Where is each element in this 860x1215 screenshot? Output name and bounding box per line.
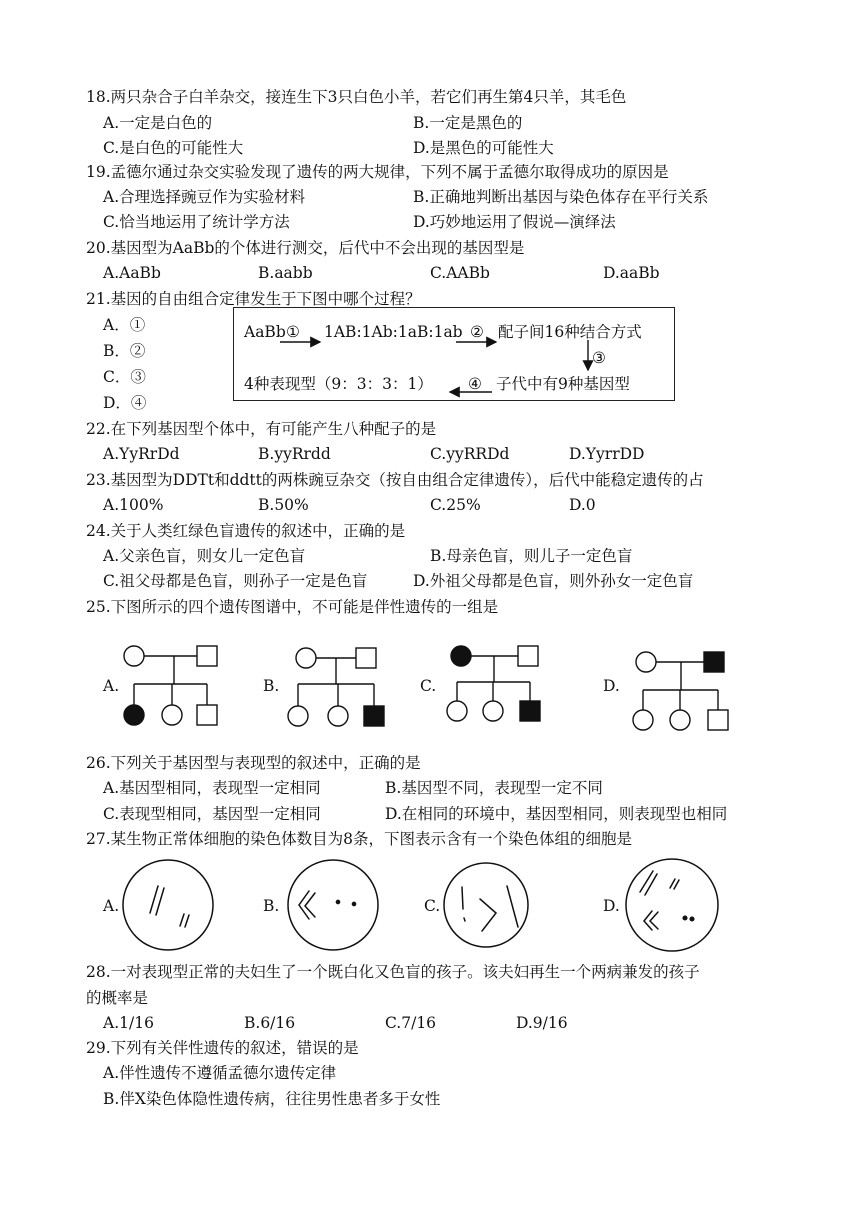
pedigree-d — [633, 652, 728, 730]
pedigree-a — [124, 646, 217, 725]
q26-option-c: C.表现型相同，基因型一定相同 — [103, 805, 321, 823]
q21-option-a: A．① — [103, 316, 146, 334]
q25-option-b: B. — [263, 677, 280, 695]
q27-option-b: B. — [263, 897, 280, 915]
q24-option-d: D.外祖父母都是色盲，则外孙女一定色盲 — [413, 572, 694, 590]
cell-c — [444, 863, 528, 947]
q19-option-c: C.恰当地运用了统计学方法 — [103, 213, 290, 231]
q20-option-d: D.aaBb — [603, 264, 660, 282]
question-27-stem: 27.某生物正常体细胞的染色体数目为8条，下图表示含有一个染色体组的细胞是 — [86, 830, 633, 848]
q28-option-b: B.6/16 — [244, 1014, 296, 1032]
q25-option-c: C. — [420, 677, 437, 695]
question-26-stem: 26.下列关于基因型与表现型的叙述中，正确的是 — [86, 754, 421, 772]
question-25-stem: 25.下图所示的四个遗传图谱中，不可能是伴性遗传的一组是 — [86, 598, 499, 616]
q18-option-d: D.是黑色的可能性大 — [413, 139, 554, 157]
flow-step-2-label: ② — [470, 323, 484, 341]
flow-arrows — [234, 308, 674, 400]
flow-step-4-label: ④ — [468, 375, 482, 393]
question-21-stem: 21.基因的自由组合定律发生于下图中哪个过程？ — [86, 290, 421, 308]
q28-option-a: A.1/16 — [103, 1014, 154, 1032]
flow-step-3-label: ③ — [592, 349, 606, 367]
q21-option-b: B．② — [103, 342, 146, 360]
q28-option-d: D.9/16 — [516, 1014, 568, 1032]
q20-option-b: B.aabb — [258, 264, 313, 282]
question-28-stem-cont: 的概率是 — [86, 989, 149, 1007]
cell-diagrams — [0, 855, 860, 955]
flow-combinations: 配子间16种结合方式 — [498, 323, 642, 341]
q22-option-b: B.yyRrdd — [258, 445, 331, 463]
flow-phenotypes: 4种表现型（9：3：3：1） — [244, 375, 433, 393]
q27-option-a: A. — [103, 897, 120, 915]
q29-option-a: A.伴性遗传不遵循孟德尔遗传定律 — [103, 1064, 337, 1082]
q19-option-b: B.正确地判断出基因与染色体存在平行关系 — [413, 188, 709, 206]
q23-option-c: C.25% — [430, 496, 481, 514]
question-23-stem: 23.基因型为DDTt和ddtt的两株豌豆杂交（按自由组合定律遗传），后代中能稳定遗传的占 — [86, 471, 704, 489]
question-28-stem: 28.一对表现型正常的夫妇生了一个既白化又色盲的孩子。该夫妇再生一个两病兼发的孩子 — [86, 963, 700, 981]
q23-option-d: D.0 — [569, 496, 596, 514]
pedigree-c — [447, 646, 540, 721]
q29-option-b: B.伴X染色体隐性遗传病，往往男性患者多于女性 — [103, 1090, 441, 1108]
question-29-stem: 29.下列有关伴性遗传的叙述，错误的是 — [86, 1039, 359, 1057]
pedigree-charts — [0, 630, 860, 740]
q22-option-d: D.YyrrDD — [569, 445, 645, 463]
cell-b — [288, 860, 378, 950]
question-19-stem: 19.孟德尔通过杂交实验发现了遗传的两大规律，下列不属于孟德尔取得成功的原因是 — [86, 163, 669, 181]
q25-option-d: D. — [603, 677, 620, 695]
q23-option-a: A.100% — [103, 496, 164, 514]
q22-option-a: A.YyRrDd — [103, 445, 180, 463]
question-22-stem: 22.在下列基因型个体中，有可能产生八种配子的是 — [86, 420, 437, 438]
flow-step-1-label: ① — [286, 323, 300, 341]
q26-option-a: A.基因型相同，表现型一定相同 — [103, 779, 321, 797]
q21-option-c: C．③ — [103, 368, 146, 386]
q18-option-a: A.一定是白色的 — [103, 114, 213, 132]
q28-option-c: C.7/16 — [385, 1014, 437, 1032]
q24-option-c: C.祖父母都是色盲，则孙子一定是色盲 — [103, 572, 368, 590]
q18-option-c: C.是白色的可能性大 — [103, 139, 244, 157]
q23-option-b: B.50% — [258, 496, 309, 514]
q25-option-a: A. — [103, 677, 120, 695]
q27-option-c: C. — [424, 897, 441, 915]
q27-option-d: D. — [603, 897, 620, 915]
question-20-stem: 20.基因型为AaBb的个体进行测交，后代中不会出现的基因型是 — [86, 239, 525, 257]
q26-option-b: B.基因型不同，表现型一定不同 — [385, 779, 603, 797]
q24-option-a: A.父亲色盲，则女儿一定色盲 — [103, 547, 306, 565]
question-24-stem: 24.关于人类红绿色盲遗传的叙述中，正确的是 — [86, 522, 406, 540]
q22-option-c: C.yyRRDd — [430, 445, 510, 463]
q20-option-a: A.AaBb — [103, 264, 161, 282]
pedigree-b — [288, 648, 384, 726]
flow-genotypes: 子代中有9种基因型 — [496, 375, 630, 393]
q19-option-d: D.巧妙地运用了假说—演绎法 — [413, 213, 616, 231]
q21-flow-diagram — [233, 307, 675, 401]
q21-option-d: D．④ — [103, 394, 147, 412]
q26-option-d: D.在相同的环境中，基因型相同，则表现型也相同 — [385, 805, 728, 823]
question-18-stem: 18.两只杂合子白羊杂交，接连生下3只白色小羊，若它们再生第4只羊，其毛色 — [86, 88, 627, 106]
cell-d — [626, 859, 718, 951]
q19-option-a: A.合理选择豌豆作为实验材料 — [103, 188, 306, 206]
flow-aabb: AaBb — [244, 323, 286, 341]
q18-option-b: B.一定是黑色的 — [413, 114, 523, 132]
q24-option-b: B.母亲色盲，则儿子一定色盲 — [430, 547, 633, 565]
q20-option-c: C.AABb — [430, 264, 490, 282]
cell-a — [123, 860, 213, 950]
flow-gametes: 1AB:1Ab:1aB:1ab — [324, 323, 463, 341]
